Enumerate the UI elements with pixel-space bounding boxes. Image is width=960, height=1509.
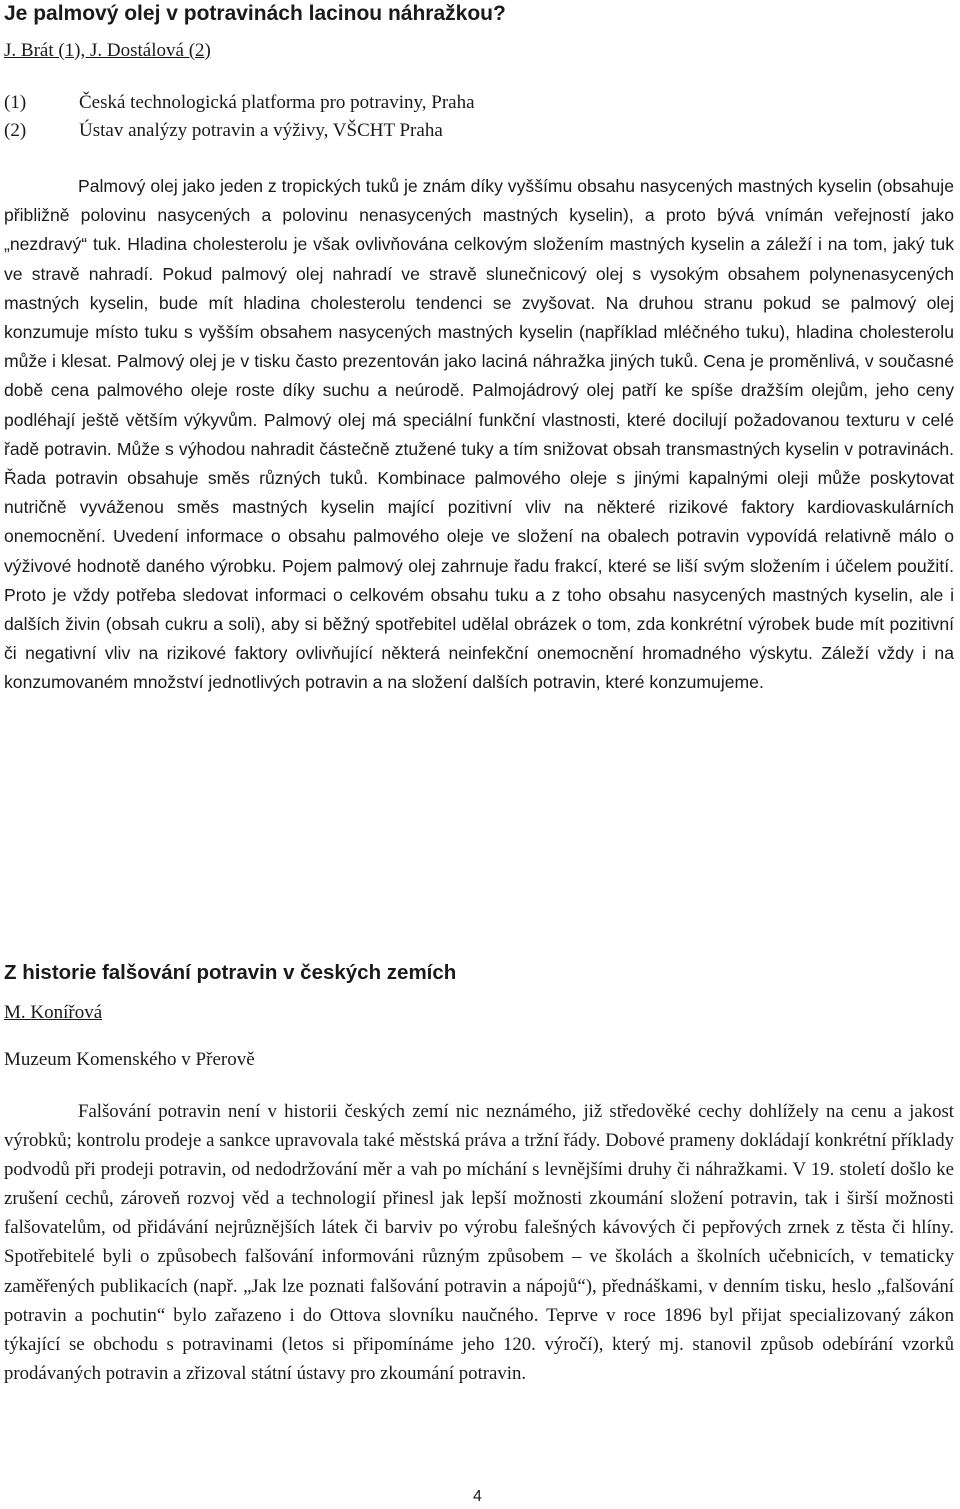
article-title: Je palmový olej v potravinách lacinou náhražkou?: [4, 2, 506, 25]
article-body: [4, 1097, 954, 1388]
affiliation-text: Ústav analýzy potravin a výživy, VŠCHT Praha: [79, 120, 443, 141]
article-body-text: Palmový olej jako jeden z tropických tuků je znám díky vyššímu obsahu nasycených mastných kyselin (obsahuje přibližně polovinu nasycených a polovinu nenasycených mastných kyselin), a proto bývá vnímán veřejností jako „nezdravý“ tuk. Hladina cholesterolu je však ovlivňována celkovým složením mastných kyselin a záleží i na tom, jaký tuk ve stravě nahradí. Pokud palmový olej nahradí ve stravě slunečnicový olej s vysokým obsahem polynenasycených mastných kyselin, bude mít hladina cholesterolu tendenci se zvyšovat. Na druhou stranu pokud se palmový olej konzumuje místo tuku s vyšším obsahem nasycených mastných kyselin (například mléčného tuku), hladina cholesterolu může i klesat. Palmový olej je v tisku často prezentován jako laciná náhražka jiných tuků. Cena je proměnlivá, v současné době cena palmového oleje roste díky suchu a neúrodě. Palmojádrový olej patří ke spíše dražším olejům, jeho ceny podléhají ještě větším výkyvům. Palmový olej má speciální funkční vlastnosti, které docilují požadovanou texturu v celé řadě potravin. Může s výhodou nahradit částečně ztužené tuky a tím snižovat obsah transmastných kyselin v potravinách. Řada potravin obsahuje směs různých tuků. Kombinace palmového oleje s jinými kapalnými oleji může poskytovat nutričně vyváženou směs mastných kyselin mající pozitivní vliv na některé rizikové faktory kardiovaskulárních onemocnění. Uvedení informace o obsahu palmového oleje ve složení na obalech potravin vypovídá relativně málo o výživové hodnotě daného výrobku. Pojem palmový olej zahrnuje řadu frakcí, které se liší svým složením i účelem použití. Proto je vždy potřeba sledovat informaci o celkovém obsahu tuku a z toho obsahu nasycených mastných kyselin, ale i dalších živin (obsah cukru a soli), aby si běžný spotřebitel udělal obrázek o tom, zda konkrétní výrobek bude mít pozitivní či negativní vliv na rizikové faktory ovlivňující některá neinfekční onemocnění hromadného výskytu. Záleží vždy i na konzumovaném množství jednotlivých potravin a na složení dalších potravin, které konzumujeme.: [4, 176, 954, 693]
article-author: M. Konířová: [4, 1002, 103, 1023]
article-title: Z historie falšování potravin v českých zemích: [4, 961, 457, 984]
affiliation-text: Česká technologická platforma pro potraviny, Praha: [79, 92, 475, 113]
article-body: [4, 172, 954, 698]
page-number: 4: [473, 1488, 482, 1505]
article-body-text: Falšování potravin není v historii českých zemí nic neznámého, již středověké cechy dohlížely na cenu a jakost výrobků; kontrolu prodeje a sankce upravovala také městská práva a tržní řády. Dobové prameny dokládají konkrétní příklady podvodů při prodeji potravin, od nedodržování měr a vah po míchání s levnějšími druhy či náhražkami. V 19. století došlo ke zrušení cechů, zároveň rozvoj věd a technologií přinesl jak lepší možnosti zkoumání složení potravin, tak i širší možnosti falšovatelům, od přidávání nejrůznějších látek či barviv po výrobu falešných kávových či pepřových zrnek z těsta či hlíny. Spotřebitelé byli o způsobech falšování informováni různým způsobem – ve školách a školních učebnicích, v tematicky zaměřených publikacích (např. „Jak lze poznati falšování potravin a nápojů“), přednáškami, v denním tisku, heslo „falšování potravin a pochutin“ bylo zařazeno i do Ottova slovníku naučného. Teprve v roce 1896 byl přijat specializovaný zákon týkající se obchodu s potravinami (letos si připomínáme jeho 120. výročí), který mj. stanovil způsob odebírání vzorků prodávaných potravin a zřizoval státní ústavy pro zkoumání potravin.: [4, 1101, 954, 1384]
affiliation-text: Muzeum Komenského v Přerově: [4, 1049, 255, 1070]
affiliation-number: (1): [4, 92, 27, 113]
article-authors: J. Brát (1), J. Dostálová (2): [4, 40, 211, 61]
affiliation-number: (2): [4, 120, 27, 141]
